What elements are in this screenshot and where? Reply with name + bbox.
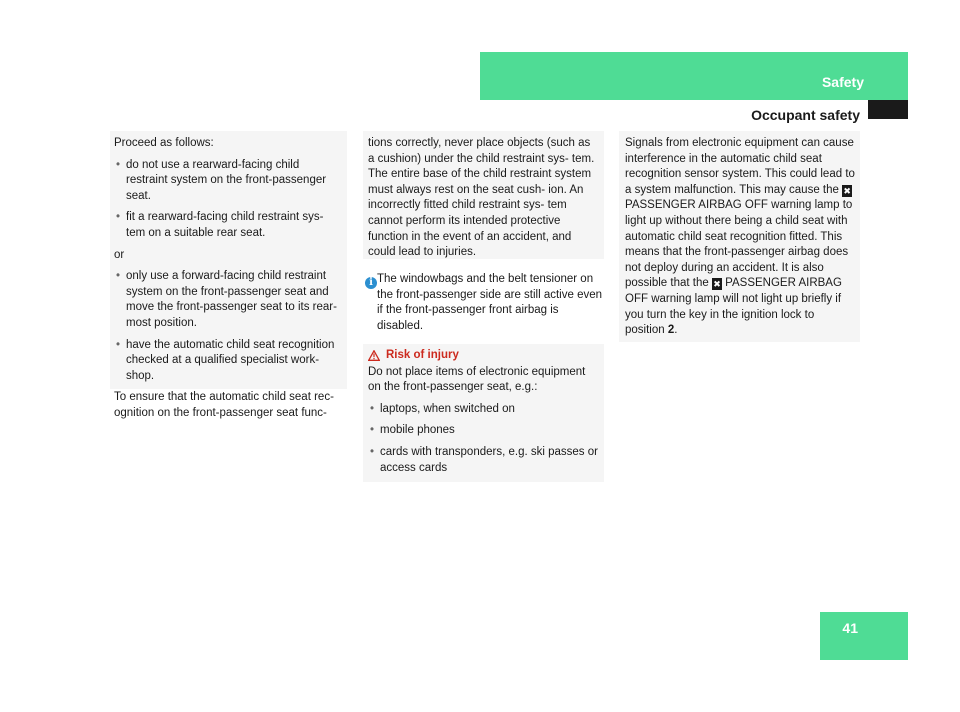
header-marker xyxy=(868,100,908,119)
warning-heading xyxy=(368,348,599,364)
airbag-off-icon: ✖ xyxy=(713,279,721,290)
list-item: • laptops, when switched on xyxy=(368,402,599,418)
list-item: • do not use a rearward-facing child restraint system on the front-passenger seat. xyxy=(114,158,343,205)
airbag-label-1: PASSENGER AIRBAG OFF xyxy=(625,199,768,212)
info-note-text: The windowbags and the belt tensioner on the front-passenger side are still active even if the front-passenger front airbag is disabled. xyxy=(377,273,603,332)
warning-triangle-icon xyxy=(368,350,380,361)
page-number-box xyxy=(820,612,908,660)
airbag-off-icon: ✖ xyxy=(843,185,851,196)
section-tab-label: Safety xyxy=(821,74,864,90)
intro-text: Proceed as follows: xyxy=(114,137,214,149)
list-item: • have the automatic child seat recognition checked at a qualified specialist work- shop. xyxy=(114,338,343,385)
col3-end: . xyxy=(674,324,678,337)
column-2-top xyxy=(363,131,604,259)
col3-text-3: warning lamp will not light up briefly if you turn the key in the ignition lock to position xyxy=(625,292,842,337)
column-1 xyxy=(110,131,347,419)
ignition-position: 2 xyxy=(667,324,675,337)
airbag-label-2: PASSENGER AIRBAG OFF xyxy=(625,277,842,305)
info-icon: i xyxy=(365,277,377,289)
col3-text-2: warning lamp to light up without there being a child seat with automatic child seat recognition fitted. This means that the front-passenger airbag does not deploy during an accident. It is also possible that the xyxy=(625,199,853,290)
outro-text: To ensure that the automatic child seat rec- ognition on the front-passenger seat func- xyxy=(114,391,334,419)
continued-text: tions correctly, never place objects (such as a cushion) under the child restraint sys- tem. The entire base of the child restraint system must always rest on the seat cush- ion. An incorrectly fitted child restraint sys- tem cannot perform its intended protective function in the event of an accident, and could lead to injuries. xyxy=(368,137,595,259)
warning-title: Risk of injury xyxy=(386,349,459,361)
info-note xyxy=(363,272,604,334)
or-text: or xyxy=(114,248,125,261)
list-item: • only use a forward-facing child restraint system on the front-passenger seat and move the front-passenger seat to its rear- most position. xyxy=(114,269,343,331)
page-number: 41 xyxy=(842,620,858,636)
section-tab xyxy=(480,52,908,100)
list-item: • cards with transponders, e.g. ski passes or access cards xyxy=(368,445,599,476)
col3-text-1: Signals from electronic equipment can cause interference in the automatic child seat recognition sensor system. This could lead to a system malfunction. This may cause the xyxy=(625,137,855,196)
list-item: • mobile phones xyxy=(368,423,599,439)
warning-box xyxy=(363,344,604,482)
column-3 xyxy=(619,131,860,342)
col3-paragraph xyxy=(625,136,855,339)
list-item: • fit a rearward-facing child restraint sys- tem on a suitable rear seat. xyxy=(114,210,343,241)
subsection-title: Occupant safety xyxy=(751,107,860,123)
warning-intro: Do not place items of electronic equipment on the front-passenger seat, e.g.: xyxy=(368,365,586,394)
